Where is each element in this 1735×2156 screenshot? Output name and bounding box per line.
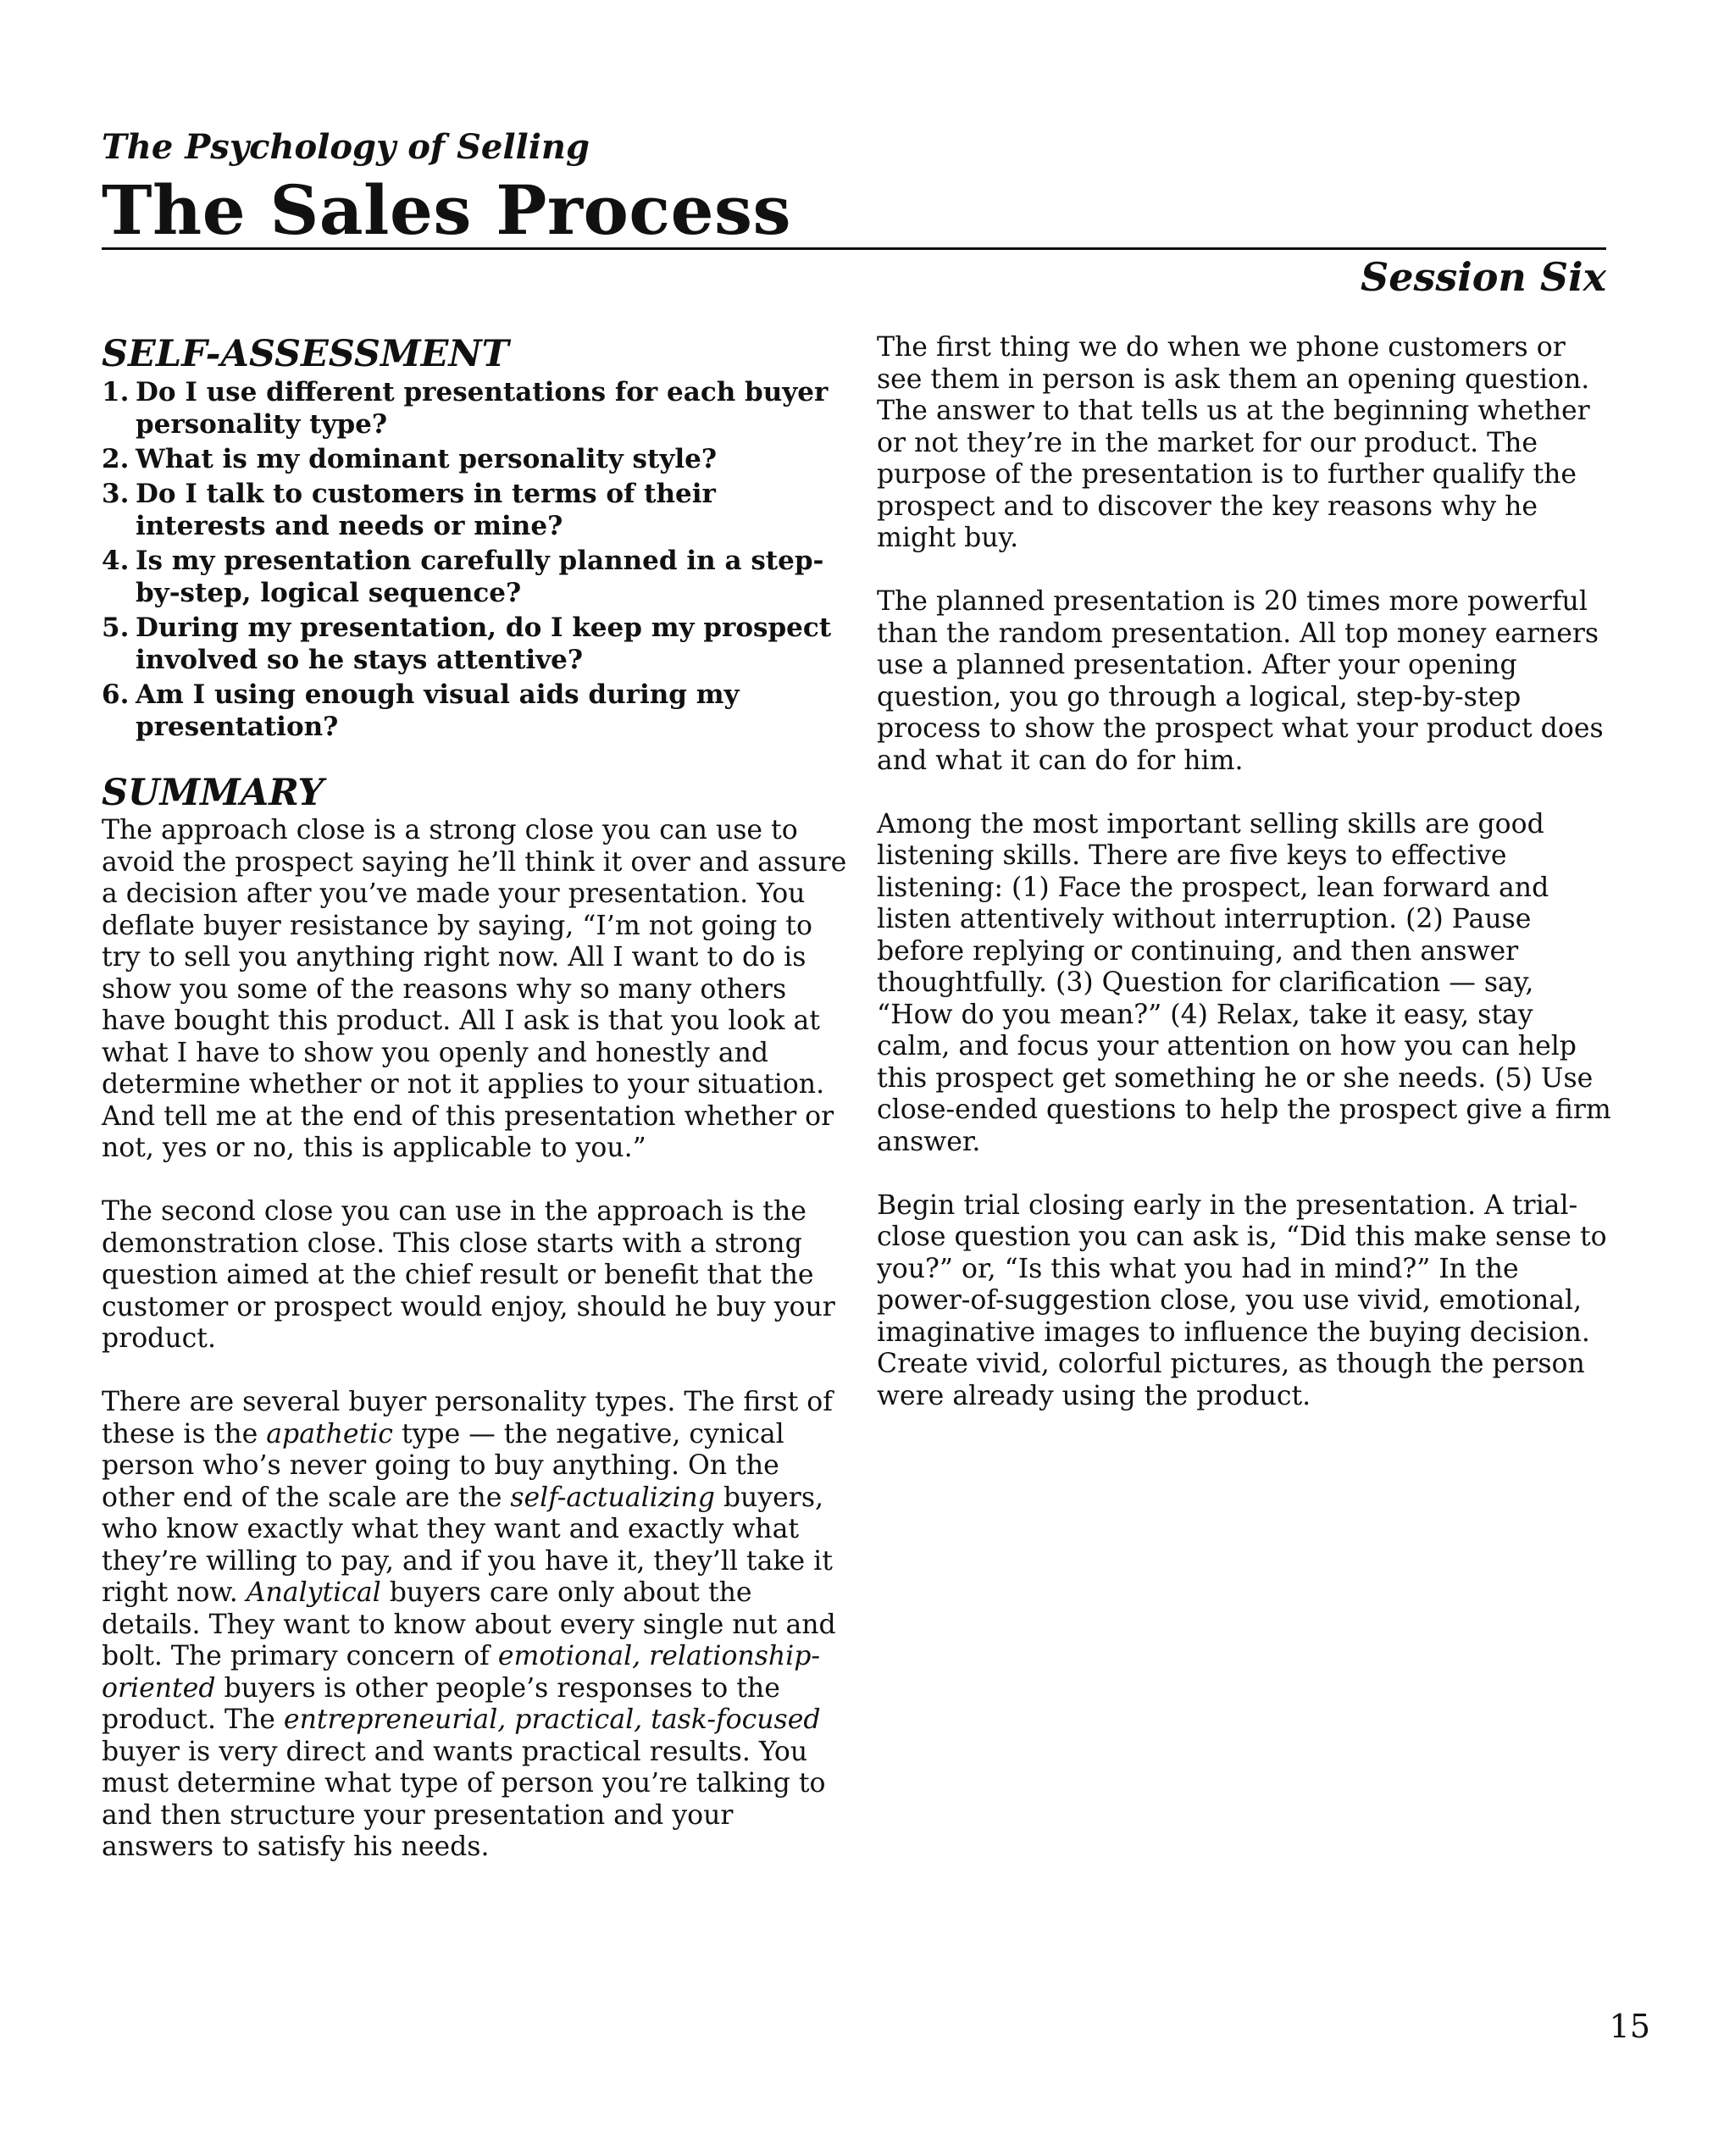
- body-paragraph-3: Among the most important selling skills are good listening skills. There are five keys to effective listening: (1) Face the prospect, lean forward and listen attentively without interruption. (2) Pause before replying or continuing, and then answer thoughtfully. (3) Question for clarification — say, “How do you mean?” (4) Relax, take it easy, stay calm, and focus your attention on how you can help this prospect get something he or she needs. (5) Use close-ended questions to help the prospect give a firm answer.: [877, 808, 1611, 1157]
- body-paragraph-4: Begin trial closing early in the presentation. A trial-close question you can ask is, “Did this make sense to you?” or, “Is this what you had in mind?” In the power-of-suggestion close, you use vivid, emotional, imaginative images to influence the buying decision. Create vivid, colorful pictures, as though the person were already using the product.: [877, 1189, 1607, 1411]
- question-number: 3.: [102, 479, 130, 509]
- header-divider: [102, 247, 1606, 250]
- question-text: What is my dominant personality style?: [136, 444, 717, 474]
- page-title: The Sales Process: [102, 170, 792, 250]
- question-item: [102, 612, 847, 676]
- session-label: Session Six: [1360, 254, 1606, 300]
- question-item: [102, 443, 847, 475]
- summary-paragraph-1: The approach close is a strong close you can use to avoid the prospect saying he’ll think it over and assure a decision after you’ve made your presentation. You deflate buyer resistance by saying, “I’m not going to try to sell you anything right now. All I want to do is show you some of the reasons why so many others have bought this product. All I ask is that you look at what I have to show you openly and honestly and determine whether or not it applies to your situation. And tell me at the end of this presentation whether or not, yes or no, this is applicable to you.”: [102, 815, 847, 1163]
- italic-term-analytical: Analytical: [246, 1577, 381, 1608]
- question-text: During my presentation, do I keep my prospect involved so he stays attentive?: [136, 612, 832, 675]
- body-paragraph-1: The first thing we do when we phone customers or see them in person is ask them an opening question. The answer to that tells us at the beginning whether or not they’re in the market for our product. The purpose of the presentation is to further qualify the prospect and to discover the key reasons why he might buy.: [877, 332, 1590, 553]
- summary-heading: SUMMARY: [102, 772, 324, 814]
- italic-term-emotional: emotional, relationship-oriented: [102, 1641, 821, 1704]
- question-number: 5.: [102, 612, 130, 643]
- question-item: [102, 545, 847, 609]
- question-number: 6.: [102, 679, 130, 710]
- question-item: [102, 679, 847, 743]
- italic-term-self-actualizing: self-actualizing: [510, 1482, 715, 1513]
- summary-paragraph-3: [102, 1387, 847, 1864]
- question-number: 1.: [102, 377, 130, 407]
- page-header: [102, 125, 1606, 251]
- series-title: The Psychology of Selling: [102, 127, 590, 167]
- left-column: [102, 332, 847, 1895]
- body-paragraph-2: The planned presentation is 20 times more powerful than the random presentation. All top money earners use a planned presentation. After your opening question, you go through a logical, step-by-step process to show the prospect what your product does and what it can do for him.: [877, 586, 1604, 776]
- italic-term-apathetic: apathetic: [266, 1418, 393, 1449]
- text-run: buyers is other people’s responses to the product. The: [102, 1672, 780, 1735]
- question-text: Is my presentation carefully planned in a step-by-step, logical sequence?: [136, 546, 824, 608]
- self-assessment-list: [102, 376, 847, 743]
- question-item: [102, 376, 847, 441]
- italic-term-entrepreneurial: entrepreneurial, practical, task-focused: [283, 1704, 821, 1735]
- question-item: [102, 478, 847, 542]
- summary-paragraph-2: The second close you can use in the approach is the demonstration close. This close starts with a strong question aimed at the chief result or benefit that the customer or prospect would enjoy, should he buy your product.: [102, 1196, 835, 1354]
- section-spacer: [102, 745, 847, 771]
- text-run: buyers, who know exactly what they want and exactly what they’re willing to pay, and if you have it, they’ll take it right now.: [102, 1482, 833, 1608]
- right-column: [877, 332, 1614, 1444]
- question-text: Am I using enough visual aids during my presentation?: [136, 679, 740, 742]
- text-run: There are several buyer personality types. The first of these is the: [102, 1387, 833, 1449]
- text-run: buyer is very direct and wants practical results. You must determine what type of person you’re talking to and then structure your presentation and your answers to satisfy his needs.: [102, 1736, 826, 1862]
- text-run: buyers care only about the details. They want to know about every single nut and bolt. The primary concern of: [102, 1577, 836, 1671]
- question-number: 4.: [102, 546, 130, 576]
- text-run: type — the negative, cynical person who’s never going to buy anything. On the other end of the scale are the: [102, 1418, 784, 1513]
- self-assessment-heading: SELF-ASSESSMENT: [102, 333, 509, 375]
- page-number: 15: [1609, 2008, 1650, 2045]
- question-text: Do I use different presentations for each buyer personality type?: [136, 377, 829, 440]
- question-text: Do I talk to customers in terms of their interests and needs or mine?: [136, 479, 716, 541]
- question-number: 2.: [102, 444, 130, 474]
